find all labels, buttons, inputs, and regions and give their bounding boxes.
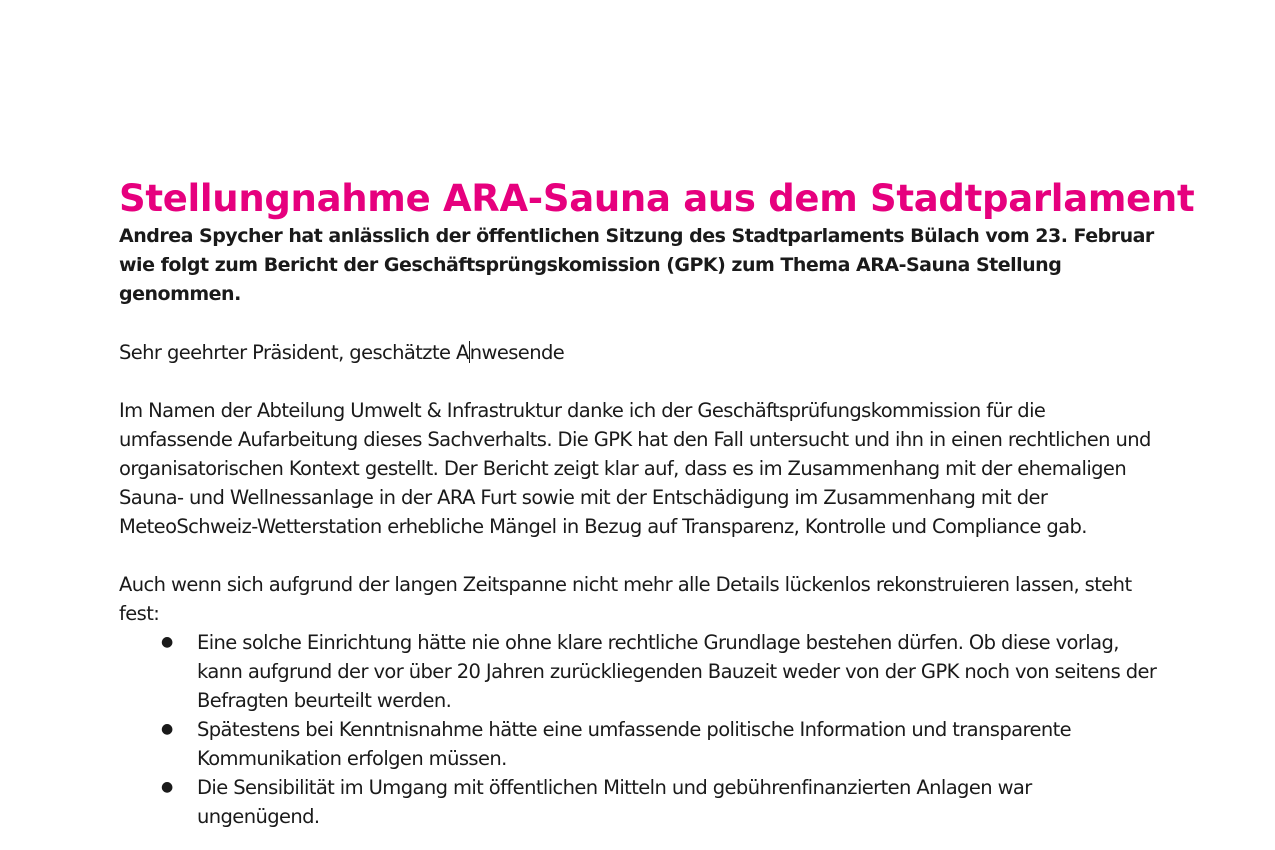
body-paragraph-2: Auch wenn sich aufgrund der langen Zeitspanne nicht mehr alle Details lückenlos rekonstruieren lassen, steht fest: (119, 573, 1132, 625)
salutation-text-start: Sehr geehrter Präsident, geschätzte A (119, 341, 469, 364)
salutation-text-end: nwesende (469, 341, 565, 364)
lead-paragraph: Andrea Spycher hat anlässlich der öffentlichen Sitzung des Stadtparlaments Bülach vom 23. Februar wie folgt zum Bericht der Geschäftsprüngskomission (GPK) zum Thema ARA-Sauna Stellung genommen. (119, 225, 1154, 305)
bullet-icon: ● (161, 779, 173, 795)
list-item-text: Spätestens bei Kenntnisnahme hätte eine umfassende politische Information und transparente Kommunikation erfolgen müssen. (197, 718, 1072, 770)
blank-line (119, 541, 1159, 570)
list-item (119, 628, 1159, 715)
blank-line (119, 367, 1159, 396)
list-item-text: Die Sensibilität im Umgang mit öffentlichen Mitteln und gebührenfinanzierten Anlagen war ungenügend. (197, 776, 1032, 828)
list-item-text: Eine solche Einrichtung hätte nie ohne klare rechtliche Grundlage bestehen dürfen. Ob diese vorlag, kann aufgrund der vor über 20 Jahren zurückliegenden Bauzeit weder von der GPK noch von seitens der Befragten beurteilt werden. (197, 631, 1157, 712)
salutation[interactable] (119, 338, 1159, 367)
blank-line (119, 309, 1159, 338)
list-item (119, 715, 1159, 773)
bullet-icon: ● (161, 634, 173, 650)
bullet-icon: ● (161, 721, 173, 737)
bullet-list (119, 628, 1159, 831)
list-item (119, 773, 1159, 831)
body-paragraph-1: Im Namen der Abteilung Umwelt & Infrastruktur danke ich der Geschäftsprüfungskommission für die umfassende Aufarbeitung dieses Sachverhalts. Die GPK hat den Fall untersucht und ihn in einen rechtlichen und organisatorischen Kontext gestellt. Der Bericht zeigt klar auf, dass es im Zusammenhang mit der ehemaligen Sauna- und Wellnessanlage in der ARA Furt sowie mit der Entschädigung im Zusammenhang mit der MeteoSchweiz-Wetterstation erhebliche Mängel in Bezug auf Transparenz, Kontrolle und Compliance gab. (119, 399, 1151, 538)
document-title: Stellungnahme ARA-Sauna aus dem Stadtparlament (119, 177, 1195, 220)
document-body (119, 176, 1195, 831)
